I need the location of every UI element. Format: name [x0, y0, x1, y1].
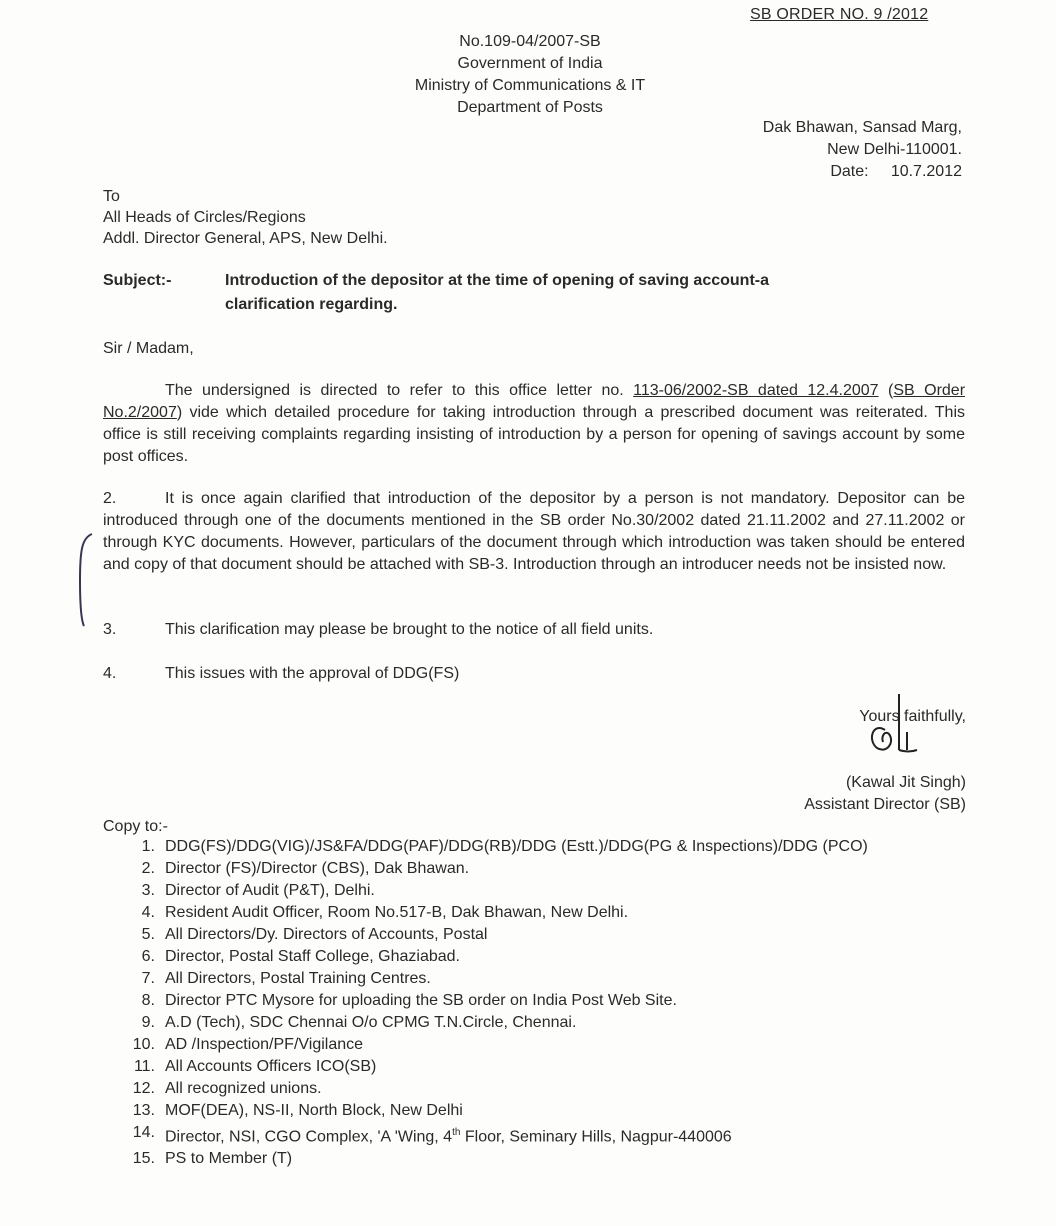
address-line-1: Dak Bhawan, Sansad Marg,: [762, 119, 962, 136]
recipient-line-2: Addl. Director General, APS, New Delhi.: [103, 230, 388, 247]
copy-item: 4. Resident Audit Officer, Room No.517-B, Dak Bhawan, New Delhi.: [141, 904, 629, 921]
copy-item: 11. All Accounts Officers ICO(SB): [133, 1058, 377, 1075]
copy-item: 3. Director of Audit (P&T), Delhi.: [141, 882, 375, 899]
marginal-pen-mark: [70, 530, 100, 630]
ministry-line: Ministry of Communications & IT: [414, 77, 646, 94]
copy-item: 6. Director, Postal Staff College, Ghaziabad.: [141, 948, 460, 965]
paragraph-3-number: 3.: [103, 621, 117, 638]
signatory-designation: Assistant Director (SB): [804, 796, 966, 813]
government-line: Government of India: [457, 55, 603, 72]
reference-order: SB Order No.2/2007: [103, 382, 966, 421]
signatory-name: (Kawal Jit Singh): [845, 774, 966, 791]
closing: Yours faithfully,: [859, 708, 966, 725]
copy-to-label: Copy to:-: [103, 818, 168, 835]
copy-item: 13. MOF(DEA), NS-II, North Block, New Delhi: [132, 1102, 463, 1119]
order-number: SB ORDER NO. 9 /2012: [750, 6, 929, 23]
copy-item: 8. Director PTC Mysore for uploading the SB order on India Post Web Site.: [141, 992, 677, 1009]
file-number: No.109-04/2007-SB: [459, 33, 601, 50]
address-line-2: New Delhi-110001.: [827, 141, 962, 158]
subject-line-2: clarification regarding.: [225, 296, 398, 313]
paragraph-2-text: It is once again clarified that introduction of the depositor by a person is not mandatory. Depositor can be introduced through one of the documents mentioned in the SB order No.30/2002 dated 21.11.2002 and 27.11.2002 or through KYC documents. However, particulars of the document through which introduction was taken should be entered and copy of that document should be attached with SB-3. Introduction through an introducer needs not be insisted now.: [103, 490, 965, 573]
copy-item: 2. Director (FS)/Director (CBS), Dak Bhawan.: [141, 860, 470, 877]
copy-item: 7. All Directors, Postal Training Centres.: [141, 970, 431, 987]
paragraph-1: [103, 380, 965, 468]
paragraph-2: [103, 488, 965, 576]
paragraph-4: [103, 665, 459, 683]
department-line: Department of Posts: [457, 99, 603, 116]
date-value: 10.7.2012: [890, 163, 962, 180]
handwritten-signature: [855, 692, 925, 762]
copy-item: 14. Director, NSI, CGO Complex, 'A 'Wing, 4th Floor, Seminary Hills, Nagpur-440006: [132, 1124, 732, 1146]
paragraph-1-end: ) vide which detailed procedure for taking introduction through a prescribed document was reiterated. This office is still receiving complaints regarding insisting of introduction by a person for opening of savings account by some post offices.: [103, 404, 965, 465]
date-line: [830, 161, 962, 183]
paragraph-3: [103, 621, 653, 639]
copy-item: 1. DDG(FS)/DDG(VIG)/JS&FA/DDG(PAF)/DDG(RB)/DDG (Estt.)/DDG(PG & Inspections)/DDG (PCO): [141, 838, 868, 855]
copy-item: 12. All recognized unions.: [132, 1080, 322, 1097]
recipient-line-1: All Heads of Circles/Regions: [103, 209, 306, 226]
paragraph-1-mid: (: [878, 382, 894, 399]
paragraph-2-number: 2.: [103, 490, 117, 507]
copy-item: 10. AD /Inspection/PF/Vigilance: [132, 1036, 364, 1053]
copy-item: 15. PS to Member (T): [132, 1150, 293, 1168]
subject-line-1: Introduction of the depositor at the time of opening of saving account-a: [225, 272, 769, 289]
recipient-block: [103, 186, 388, 249]
date-label: Date:: [830, 163, 869, 180]
paragraph-4-text: This issues with the approval of DDG(FS): [165, 665, 460, 682]
paragraph-4-number: 4.: [103, 665, 117, 682]
subject-text: [225, 269, 925, 317]
paragraph-1-start: The undersigned is directed to refer to this office letter no.: [165, 382, 634, 399]
to-label: To: [103, 188, 120, 205]
reference-letter: 113-06/2002-SB dated 12.4.2007: [633, 382, 879, 399]
copy-to-list: [103, 836, 963, 1170]
salutation: Sir / Madam,: [103, 340, 194, 357]
subject-label: Subject:-: [103, 272, 172, 289]
copy-item: 9. A.D (Tech), SDC Chennai O/o CPMG T.N.Circle, Chennai.: [141, 1014, 577, 1031]
paragraph-3-text: This clarification may please be brought to the notice of all field units.: [165, 621, 654, 638]
copy-item: 5. All Directors/Dy. Directors of Accounts, Postal: [141, 926, 488, 943]
